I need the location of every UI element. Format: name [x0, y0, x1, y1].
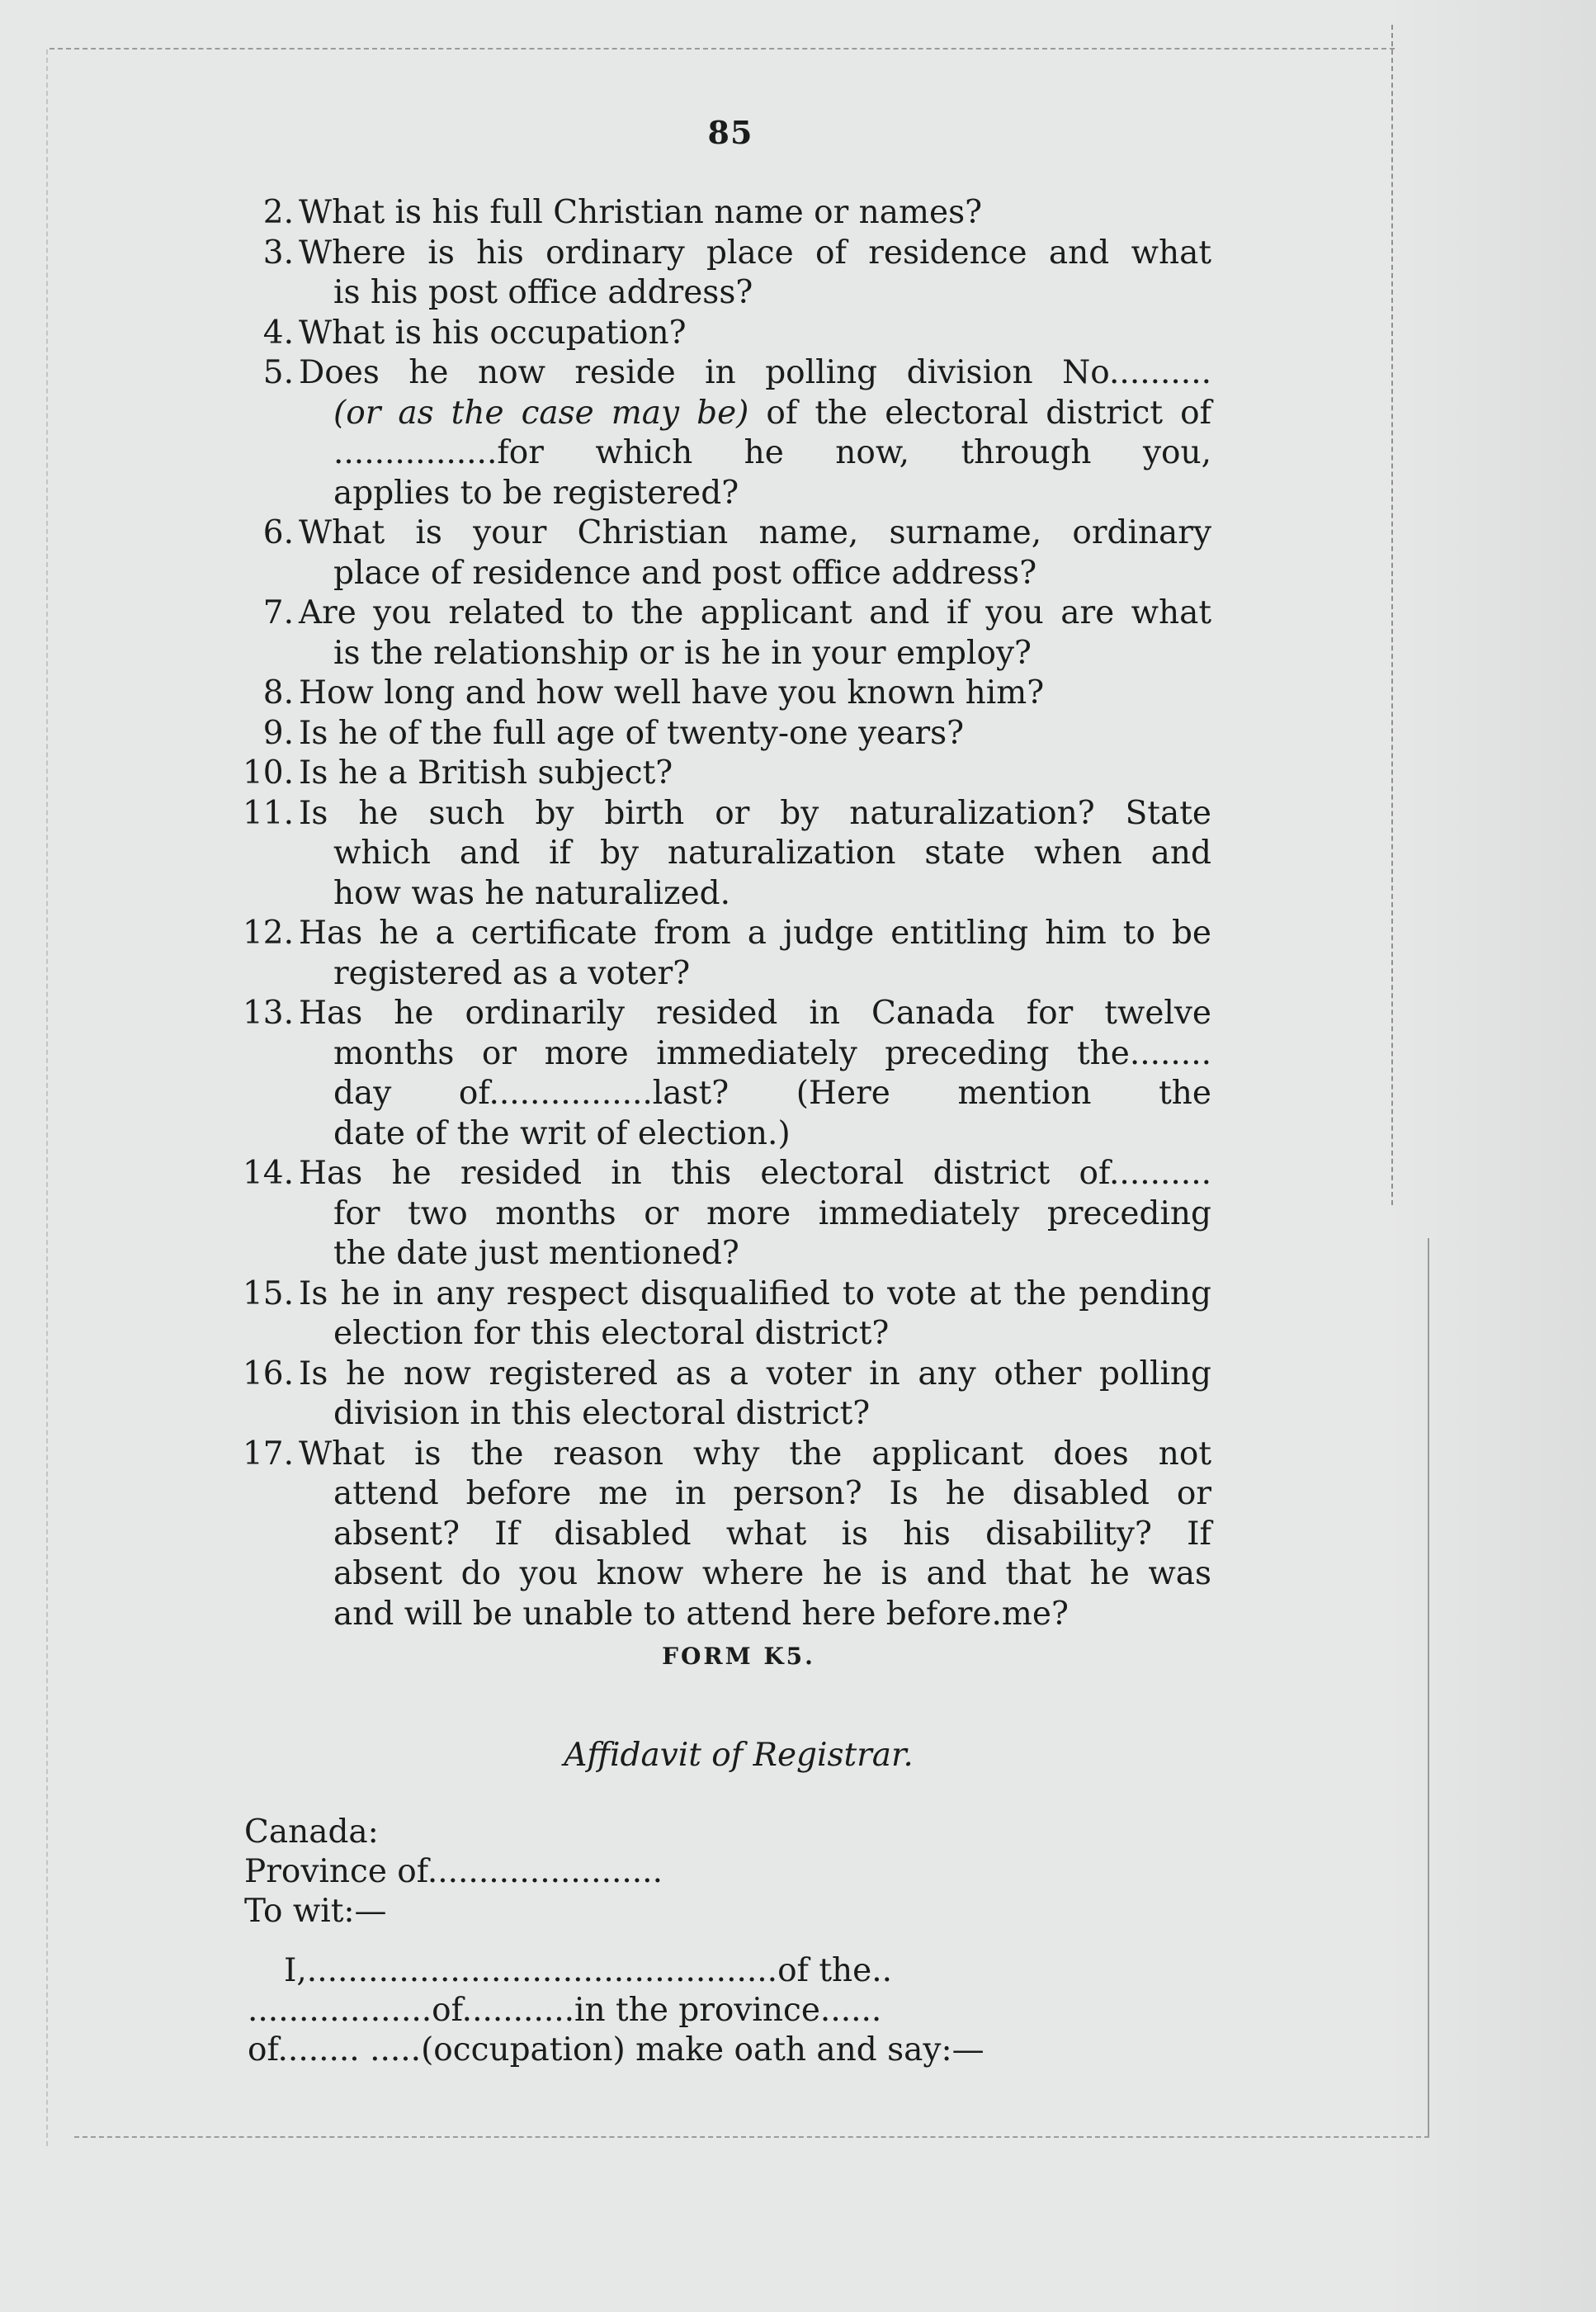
- question-text: [299, 234, 1211, 314]
- question-line: absent do you know where he is and that he was: [333, 1555, 1211, 1592]
- venue-country: Canada:: [244, 1813, 379, 1851]
- question-line: Are you related to the applicant and if you are what: [299, 594, 1211, 631]
- question-line: registered as a voter?: [333, 954, 691, 992]
- question-line: Does he now reside in polling division No..........: [299, 354, 1211, 391]
- oath-line-2: ..................of...........in the province......: [248, 1992, 882, 2029]
- question-text: [299, 1435, 1211, 1635]
- oath-block: [248, 1951, 1231, 2070]
- question-text: [299, 914, 1211, 994]
- venue-to-wit: To wit:—: [244, 1893, 387, 1930]
- question-line: Is he a British subject?: [299, 754, 673, 792]
- question-number: 4.: [262, 314, 294, 352]
- question-line: Has he a certificate from a judge entitling him to be: [299, 915, 1211, 952]
- page-edge-shadow: [1386, 0, 1596, 2312]
- question-line: Has he resided in this electoral district of..........: [299, 1155, 1211, 1192]
- question-line: What is his full Christian name or names?: [299, 194, 983, 231]
- oath-line-1: I,..............................................of the..: [284, 1952, 893, 1989]
- question-line: election for this electoral district?: [333, 1315, 890, 1352]
- question-item: [238, 193, 1211, 234]
- question-item: [238, 754, 1211, 794]
- question-number: 3.: [262, 234, 294, 272]
- question-number: 7.: [262, 594, 294, 631]
- question-list: [238, 193, 1211, 1634]
- question-line: What is his occupation?: [299, 314, 687, 352]
- question-number: 17.: [242, 1435, 294, 1473]
- question-item: [238, 794, 1211, 915]
- question-text: [299, 994, 1211, 1154]
- affidavit-title: Affidavit of Registrar.: [564, 1737, 914, 1774]
- question-item: [238, 714, 1211, 754]
- question-line: How long and how well have you known him?: [299, 674, 1045, 712]
- question-text: [299, 794, 1211, 915]
- question-item: [238, 314, 1211, 354]
- question-item: [238, 1355, 1211, 1435]
- page-border-right-lower: [1428, 1238, 1429, 2138]
- page-border-bottom: [74, 2136, 1429, 2138]
- question-text: [299, 314, 1211, 354]
- question-item: [238, 593, 1211, 674]
- question-line: attend before me in person? Is he disabled or: [333, 1475, 1211, 1512]
- question-line: Is he of the full age of twenty-one years?: [299, 714, 965, 752]
- question-number: 6.: [262, 514, 294, 551]
- question-line: and will be unable to attend here before.me?: [333, 1595, 1069, 1633]
- question-text: [299, 714, 1211, 754]
- question-number: 2.: [262, 194, 294, 231]
- question-line: for two months or more immediately preceding: [333, 1194, 1211, 1232]
- question-line: (or as the case may be) of the electoral district of: [333, 394, 1211, 432]
- venue-block: [244, 1813, 987, 1931]
- question-line: months or more immediately preceding the........: [333, 1034, 1211, 1072]
- page-number: 85: [707, 114, 753, 151]
- question-number: 8.: [262, 674, 294, 712]
- question-text: [299, 754, 1211, 794]
- question-text: [299, 1355, 1211, 1435]
- question-line: which and if by naturalization state when and: [333, 834, 1211, 872]
- question-number: 15.: [242, 1274, 294, 1312]
- question-number: 11.: [242, 794, 294, 832]
- page-border-right: [1391, 25, 1393, 1205]
- question-number: 5.: [262, 354, 294, 391]
- question-item: [238, 914, 1211, 994]
- question-item: [238, 674, 1211, 714]
- question-line: absent? If disabled what is his disability? If: [333, 1515, 1211, 1553]
- question-line: Is he now registered as a voter in any other polling: [299, 1355, 1211, 1392]
- question-line: the date just mentioned?: [333, 1235, 739, 1272]
- question-text: [299, 1154, 1211, 1274]
- question-line: day of................last? (Here mention the: [333, 1075, 1211, 1112]
- question-number: 10.: [242, 754, 294, 792]
- question-line: applies to be registered?: [333, 474, 739, 512]
- question-line: What is your Christian name, surname, ordinary: [299, 514, 1211, 551]
- question-text: [299, 1274, 1211, 1355]
- question-line: Is he in any respect disqualified to vote at the pending: [299, 1274, 1211, 1312]
- question-line: Has he ordinarily resided in Canada for twelve: [299, 995, 1211, 1032]
- question-text: [299, 353, 1211, 513]
- question-line: is the relationship or is he in your employ?: [333, 634, 1032, 672]
- venue-province: Province of.......................: [244, 1853, 663, 1890]
- question-number: 16.: [242, 1355, 294, 1392]
- question-text: [299, 513, 1211, 593]
- page-border-top: [50, 48, 1395, 50]
- question-line: date of the writ of election.): [333, 1114, 791, 1152]
- question-number: 13.: [242, 995, 294, 1032]
- question-item: [238, 1154, 1211, 1274]
- page-border-left: [46, 50, 48, 2146]
- question-text: [299, 193, 1211, 234]
- question-line: Where is his ordinary place of residence and what: [299, 234, 1211, 272]
- question-line: place of residence and post office address?: [333, 554, 1037, 592]
- question-line: ................for which he now, through you,: [333, 434, 1211, 471]
- question-line: is his post office address?: [333, 274, 753, 311]
- question-number: 9.: [262, 714, 294, 752]
- question-item: [238, 513, 1211, 593]
- question-line: What is the reason why the applicant does not: [299, 1435, 1211, 1473]
- question-text: [299, 593, 1211, 674]
- question-line: division in this electoral district?: [333, 1395, 871, 1432]
- question-text: [299, 674, 1211, 714]
- question-item: [238, 1435, 1211, 1635]
- oath-line-3: of........ .....(occupation) make oath and say:—: [248, 2031, 985, 2069]
- question-number: 12.: [242, 915, 294, 952]
- question-line: Is he such by birth or by naturalization? State: [299, 794, 1211, 832]
- question-number: 14.: [242, 1155, 294, 1192]
- question-item: [238, 1274, 1211, 1355]
- question-item: [238, 994, 1211, 1154]
- form-label: FORM K5.: [662, 1643, 815, 1670]
- question-item: [238, 234, 1211, 314]
- question-line: how was he naturalized.: [333, 874, 731, 912]
- question-item: [238, 353, 1211, 513]
